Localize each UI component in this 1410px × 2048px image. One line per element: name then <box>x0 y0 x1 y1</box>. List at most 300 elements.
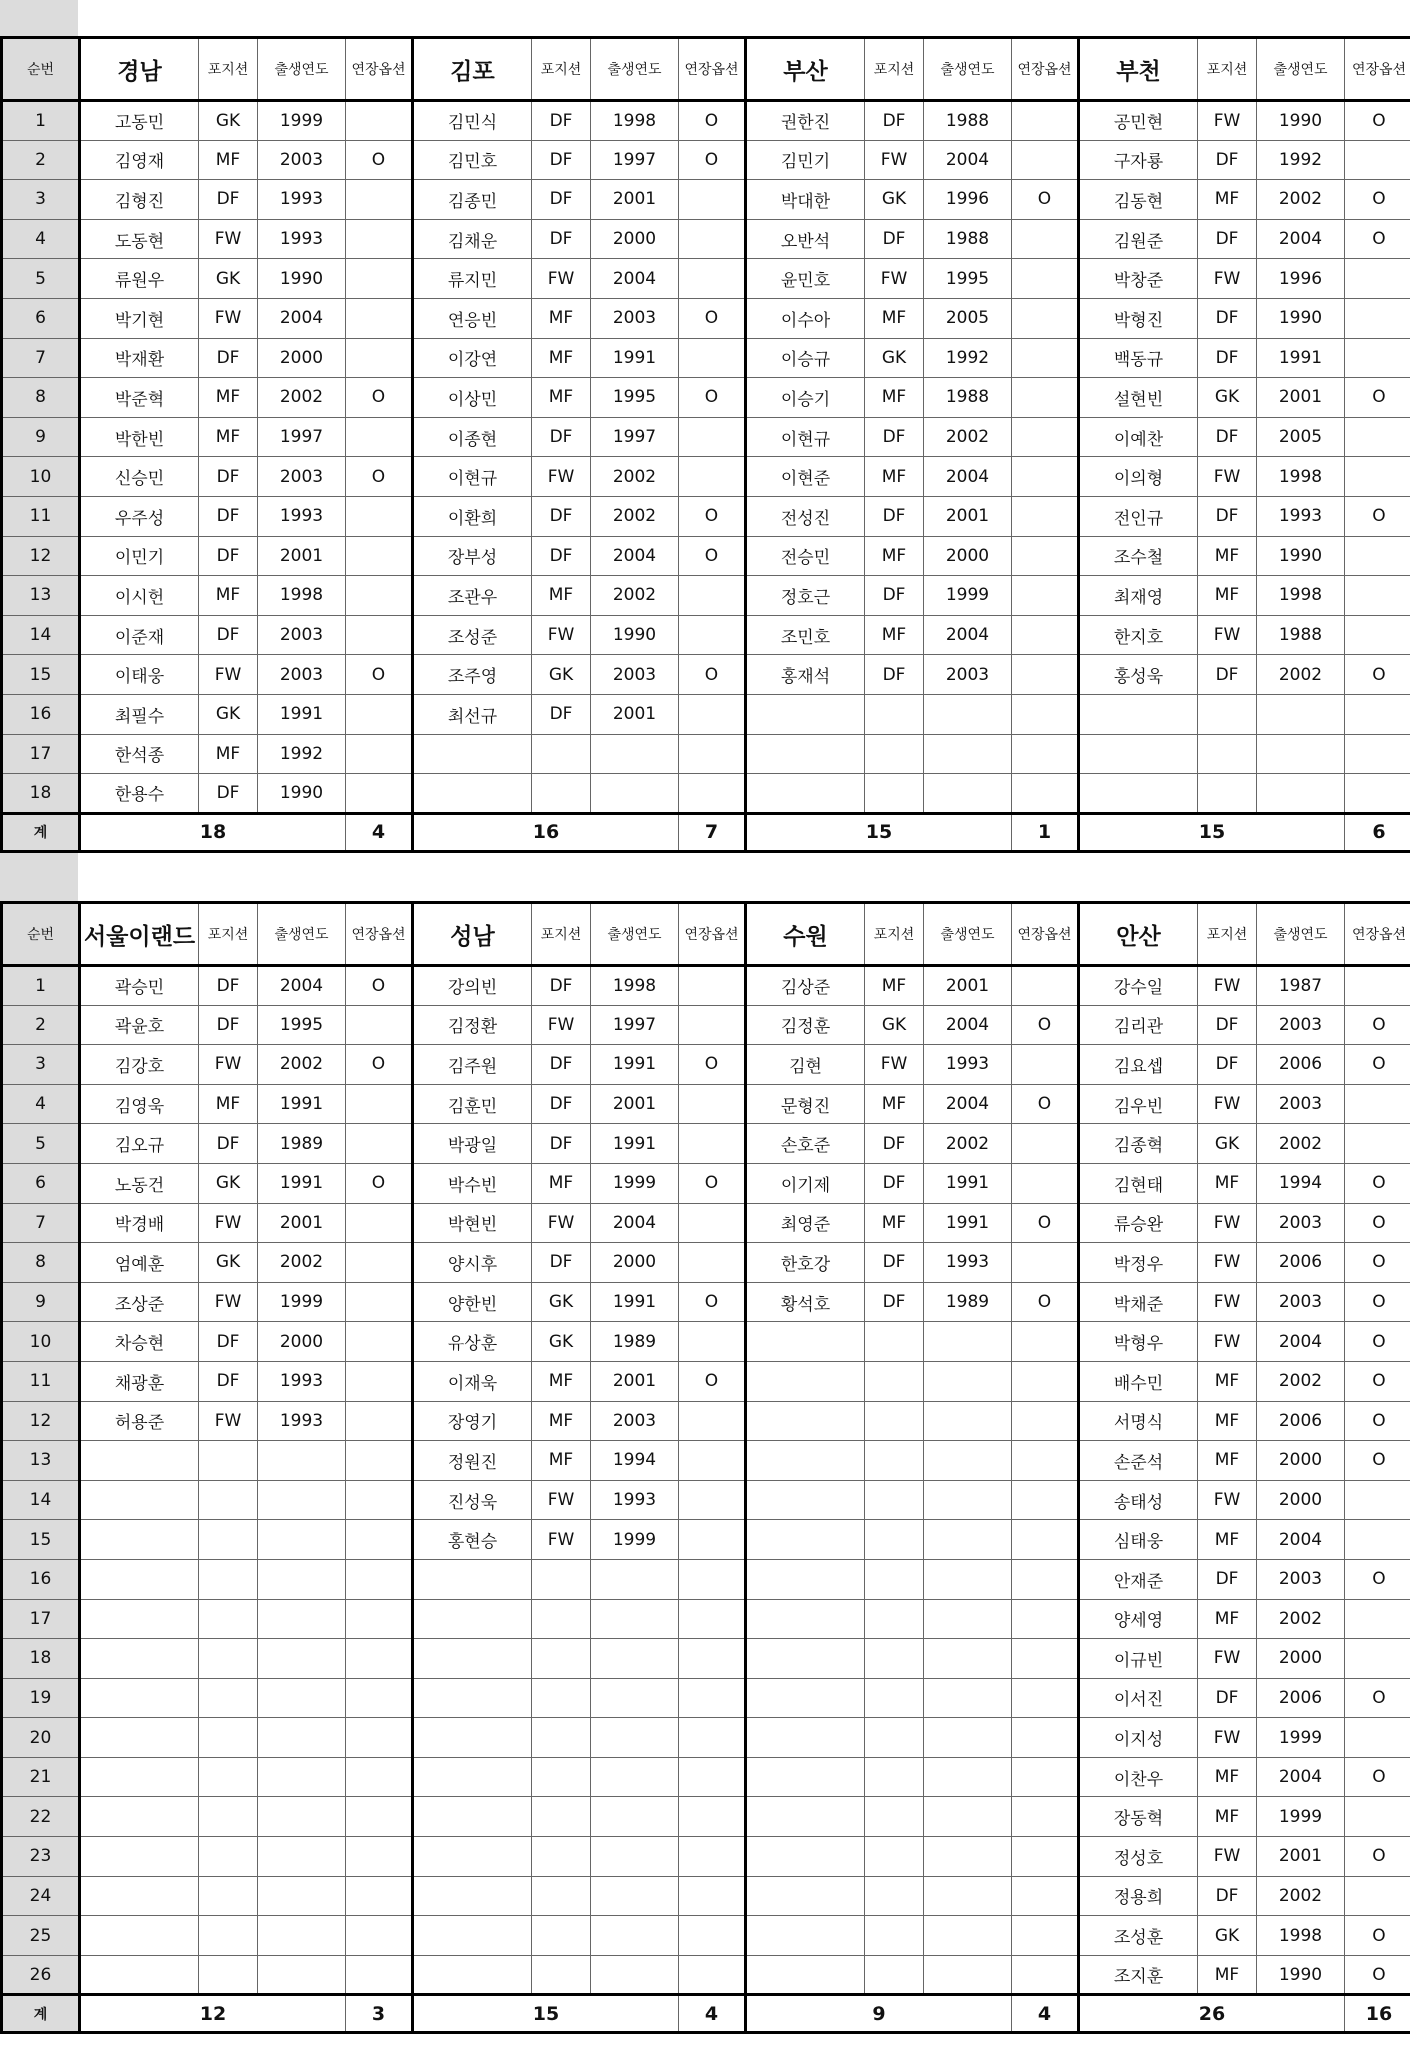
extension-option-cell: O <box>679 1282 746 1322</box>
position-cell: FW <box>1198 1480 1257 1520</box>
table-row <box>2 101 1410 141</box>
player-name-cell: 이민기 <box>80 536 199 576</box>
table-row <box>2 1876 1410 1916</box>
position-cell: MF <box>865 966 924 1006</box>
birth-year-cell: 2003 <box>1257 1203 1345 1243</box>
table-row <box>2 378 1410 418</box>
total-players-cell: 15 <box>1079 813 1345 851</box>
birth-year-header: 출생연도 <box>591 903 679 966</box>
player-name-cell: 박정우 <box>1079 1243 1198 1283</box>
position-header: 포지션 <box>532 903 591 966</box>
player-name-cell: 최선규 <box>413 694 532 734</box>
position-cell: DF <box>199 1361 258 1401</box>
player-name-cell: 조관우 <box>413 576 532 616</box>
table-row <box>2 1955 1410 1995</box>
player-name-cell <box>413 1559 532 1599</box>
extension-option-cell: O <box>1345 1401 1410 1441</box>
total-players-cell: 12 <box>80 1995 346 2033</box>
birth-year-cell: 1999 <box>258 101 346 141</box>
player-name-cell <box>1079 774 1198 814</box>
player-name-cell: 연응빈 <box>413 298 532 338</box>
player-name-cell: 이시헌 <box>80 576 199 616</box>
birth-year-cell <box>258 1480 346 1520</box>
birth-year-cell <box>924 694 1012 734</box>
position-cell: FW <box>865 259 924 299</box>
position-cell: FW <box>1198 101 1257 141</box>
row-index: 6 <box>2 298 80 338</box>
position-cell: MF <box>865 457 924 497</box>
birth-year-cell: 2002 <box>258 1243 346 1283</box>
extension-option-cell <box>1012 615 1079 655</box>
position-cell: GK <box>199 694 258 734</box>
birth-year-cell <box>258 1955 346 1995</box>
extension-option-cell <box>679 1639 746 1679</box>
extension-option-cell <box>346 1124 413 1164</box>
extension-option-header: 연장옵션 <box>1012 38 1079 101</box>
birth-year-cell <box>591 1639 679 1679</box>
player-name-cell <box>1079 694 1198 734</box>
position-cell: DF <box>532 140 591 180</box>
table-row <box>2 1718 1410 1758</box>
table-row <box>2 1520 1410 1560</box>
table-row <box>2 966 1410 1006</box>
birth-year-cell: 2005 <box>924 298 1012 338</box>
player-name-cell: 장부성 <box>413 536 532 576</box>
birth-year-cell: 2002 <box>1257 1361 1345 1401</box>
position-cell: MF <box>199 734 258 774</box>
birth-year-cell: 1995 <box>924 259 1012 299</box>
position-cell <box>865 1718 924 1758</box>
birth-year-cell: 2000 <box>924 536 1012 576</box>
position-cell: DF <box>532 101 591 141</box>
birth-year-cell: 2002 <box>591 576 679 616</box>
player-name-cell: 조성훈 <box>1079 1916 1198 1956</box>
birth-year-header: 출생연도 <box>1257 38 1345 101</box>
position-cell: MF <box>865 615 924 655</box>
position-cell: MF <box>1198 1520 1257 1560</box>
birth-year-cell: 2002 <box>924 417 1012 457</box>
row-index: 12 <box>2 536 80 576</box>
position-cell: GK <box>1198 378 1257 418</box>
position-cell: DF <box>199 1124 258 1164</box>
player-name-cell: 김채운 <box>413 219 532 259</box>
player-name-cell: 이예찬 <box>1079 417 1198 457</box>
position-cell: DF <box>1198 1876 1257 1916</box>
team-name-header: 부산 <box>746 38 865 101</box>
position-header: 포지션 <box>865 38 924 101</box>
player-name-cell: 오반석 <box>746 219 865 259</box>
player-name-cell: 이현규 <box>746 417 865 457</box>
birth-year-cell: 1993 <box>924 1045 1012 1085</box>
position-cell: DF <box>1198 655 1257 695</box>
birth-year-cell: 2000 <box>591 219 679 259</box>
row-index: 7 <box>2 1203 80 1243</box>
birth-year-cell: 2006 <box>1257 1678 1345 1718</box>
birth-year-cell: 1993 <box>1257 496 1345 536</box>
birth-year-cell <box>258 1559 346 1599</box>
row-index: 13 <box>2 576 80 616</box>
position-cell: DF <box>199 615 258 655</box>
table-row <box>2 140 1410 180</box>
team-name-header: 부천 <box>1079 38 1198 101</box>
extension-option-cell <box>679 1401 746 1441</box>
extension-option-cell <box>679 576 746 616</box>
birth-year-cell: 1988 <box>924 219 1012 259</box>
birth-year-cell: 2002 <box>258 378 346 418</box>
position-cell <box>199 1955 258 1995</box>
player-name-cell: 전승민 <box>746 536 865 576</box>
player-name-cell: 손준석 <box>1079 1441 1198 1481</box>
birth-year-cell <box>924 1955 1012 1995</box>
position-cell: DF <box>532 1124 591 1164</box>
birth-year-cell: 2001 <box>591 180 679 220</box>
birth-year-cell: 1994 <box>1257 1163 1345 1203</box>
player-name-cell: 최재영 <box>1079 576 1198 616</box>
position-cell <box>532 1837 591 1877</box>
player-name-cell: 전인규 <box>1079 496 1198 536</box>
extension-option-cell <box>679 1084 746 1124</box>
player-name-cell: 이의형 <box>1079 457 1198 497</box>
player-name-cell: 이강연 <box>413 338 532 378</box>
player-name-cell: 한지호 <box>1079 615 1198 655</box>
total-row <box>2 1995 1410 2033</box>
player-name-cell: 김정환 <box>413 1005 532 1045</box>
position-cell: FW <box>1198 259 1257 299</box>
table-row <box>2 1599 1410 1639</box>
extension-option-cell <box>346 1718 413 1758</box>
player-name-cell: 채광훈 <box>80 1361 199 1401</box>
position-cell <box>532 774 591 814</box>
team-name-header: 서울이랜드 <box>80 903 199 966</box>
player-name-cell: 한석종 <box>80 734 199 774</box>
position-cell: FW <box>199 1203 258 1243</box>
birth-year-cell: 1997 <box>591 417 679 457</box>
extension-option-cell: O <box>1345 1916 1410 1956</box>
table-row <box>2 1163 1410 1203</box>
player-name-cell <box>746 694 865 734</box>
position-cell: FW <box>1198 1837 1257 1877</box>
player-name-cell: 이규빈 <box>1079 1639 1198 1679</box>
row-index: 8 <box>2 378 80 418</box>
player-name-cell: 박형우 <box>1079 1322 1198 1362</box>
position-cell: MF <box>1198 536 1257 576</box>
table-row <box>2 457 1410 497</box>
player-name-cell <box>746 1757 865 1797</box>
birth-year-cell: 2000 <box>591 1243 679 1283</box>
position-cell: DF <box>532 966 591 1006</box>
position-cell: FW <box>1198 457 1257 497</box>
position-cell <box>865 1441 924 1481</box>
row-index: 16 <box>2 1559 80 1599</box>
header-row <box>2 903 1410 966</box>
extension-option-cell <box>1012 694 1079 734</box>
position-cell: MF <box>865 1203 924 1243</box>
extension-option-cell <box>679 1678 746 1718</box>
total-extension-cell: 6 <box>1345 813 1410 851</box>
player-name-cell: 심태웅 <box>1079 1520 1198 1560</box>
extension-option-cell <box>679 1916 746 1956</box>
extension-option-cell <box>1012 496 1079 536</box>
birth-year-cell <box>924 1559 1012 1599</box>
extension-option-cell <box>679 966 746 1006</box>
position-cell: MF <box>199 576 258 616</box>
position-cell: DF <box>1198 338 1257 378</box>
position-cell: DF <box>1198 298 1257 338</box>
birth-year-cell <box>924 1361 1012 1401</box>
birth-year-cell: 2000 <box>1257 1639 1345 1679</box>
birth-year-cell: 2000 <box>258 338 346 378</box>
position-cell <box>532 1955 591 1995</box>
player-name-cell: 장동혁 <box>1079 1797 1198 1837</box>
position-cell: MF <box>865 378 924 418</box>
player-name-cell: 정원진 <box>413 1441 532 1481</box>
extension-option-cell <box>1012 1163 1079 1203</box>
extension-option-cell <box>346 536 413 576</box>
birth-year-cell: 1990 <box>1257 536 1345 576</box>
extension-option-cell <box>346 417 413 457</box>
birth-year-cell: 1998 <box>591 101 679 141</box>
birth-year-cell <box>924 774 1012 814</box>
index-header: 순번 <box>2 903 80 966</box>
extension-option-cell: O <box>346 1163 413 1203</box>
player-name-cell: 구자룡 <box>1079 140 1198 180</box>
total-row <box>2 813 1410 851</box>
extension-option-cell: O <box>1345 1005 1410 1045</box>
extension-option-cell: O <box>1345 1322 1410 1362</box>
extension-option-cell <box>1012 1322 1079 1362</box>
table-row <box>2 536 1410 576</box>
extension-option-cell <box>1012 1876 1079 1916</box>
row-index: 8 <box>2 1243 80 1283</box>
extension-option-cell: O <box>346 140 413 180</box>
table-row <box>2 1045 1410 1085</box>
birth-year-cell: 2004 <box>591 536 679 576</box>
player-name-cell: 조지훈 <box>1079 1955 1198 1995</box>
birth-year-cell <box>924 1678 1012 1718</box>
player-name-cell <box>746 1559 865 1599</box>
birth-year-cell: 1990 <box>591 615 679 655</box>
player-name-cell: 곽승민 <box>80 966 199 1006</box>
table-row <box>2 1757 1410 1797</box>
player-name-cell <box>746 1876 865 1916</box>
birth-year-cell: 2004 <box>1257 1322 1345 1362</box>
row-index: 10 <box>2 1322 80 1362</box>
position-cell <box>199 1757 258 1797</box>
extension-option-cell <box>346 734 413 774</box>
birth-year-cell: 2001 <box>924 496 1012 536</box>
player-name-cell: 전성진 <box>746 496 865 536</box>
birth-year-cell: 1991 <box>924 1203 1012 1243</box>
extension-option-cell <box>1012 1401 1079 1441</box>
extension-option-cell <box>1012 417 1079 457</box>
position-cell <box>532 734 591 774</box>
position-cell: FW <box>1198 1084 1257 1124</box>
birth-year-cell <box>258 1639 346 1679</box>
extension-option-cell <box>1345 140 1410 180</box>
birth-year-cell: 2002 <box>591 496 679 536</box>
birth-year-cell: 1998 <box>258 576 346 616</box>
player-name-cell: 이지성 <box>1079 1718 1198 1758</box>
player-name-cell <box>80 1837 199 1877</box>
position-cell: FW <box>1198 1282 1257 1322</box>
position-cell: FW <box>1198 1243 1257 1283</box>
birth-year-header: 출생연도 <box>1257 903 1345 966</box>
extension-option-header: 연장옵션 <box>679 38 746 101</box>
birth-year-cell: 1993 <box>258 496 346 536</box>
table-row <box>2 417 1410 457</box>
extension-option-cell: O <box>679 378 746 418</box>
extension-option-cell <box>1012 338 1079 378</box>
table-row <box>2 1203 1410 1243</box>
position-cell <box>532 1916 591 1956</box>
position-cell <box>532 1718 591 1758</box>
position-cell: DF <box>1198 1678 1257 1718</box>
extension-option-cell: O <box>679 1361 746 1401</box>
position-cell: MF <box>199 417 258 457</box>
extension-option-cell <box>346 1084 413 1124</box>
player-name-cell: 최영준 <box>746 1203 865 1243</box>
player-name-cell: 김강호 <box>80 1045 199 1085</box>
roster-table-1 <box>0 36 1410 853</box>
extension-option-cell <box>679 1243 746 1283</box>
position-cell: GK <box>1198 1916 1257 1956</box>
extension-option-cell <box>1012 457 1079 497</box>
player-name-cell: 박광일 <box>413 1124 532 1164</box>
birth-year-cell <box>258 1916 346 1956</box>
birth-year-cell <box>591 1837 679 1877</box>
extension-option-cell <box>1345 615 1410 655</box>
extension-option-cell: O <box>346 378 413 418</box>
position-cell: MF <box>1198 1955 1257 1995</box>
position-cell: MF <box>532 576 591 616</box>
table-row <box>2 1797 1410 1837</box>
position-cell: MF <box>532 378 591 418</box>
birth-year-cell <box>591 1876 679 1916</box>
birth-year-cell: 1998 <box>1257 576 1345 616</box>
extension-option-cell: O <box>346 457 413 497</box>
extension-option-cell <box>679 1559 746 1599</box>
extension-option-cell <box>346 1797 413 1837</box>
extension-option-cell: O <box>1345 1163 1410 1203</box>
extension-option-cell <box>1012 1480 1079 1520</box>
row-index: 1 <box>2 101 80 141</box>
extension-option-cell <box>679 1837 746 1877</box>
extension-option-cell <box>346 1203 413 1243</box>
extension-option-cell <box>346 496 413 536</box>
birth-year-cell: 2002 <box>591 457 679 497</box>
birth-year-header: 출생연도 <box>591 38 679 101</box>
extension-option-cell: O <box>1345 1203 1410 1243</box>
row-index: 10 <box>2 457 80 497</box>
extension-option-cell <box>679 615 746 655</box>
birth-year-cell <box>924 1639 1012 1679</box>
birth-year-cell <box>924 1837 1012 1877</box>
table-row <box>2 259 1410 299</box>
position-cell <box>865 1955 924 1995</box>
player-name-cell: 김종혁 <box>1079 1124 1198 1164</box>
total-extension-cell: 4 <box>1012 1995 1079 2033</box>
index-header: 순번 <box>2 38 80 101</box>
position-cell: MF <box>532 1441 591 1481</box>
player-name-cell <box>746 1361 865 1401</box>
roster-table-2 <box>0 901 1410 2034</box>
player-name-cell: 허용준 <box>80 1401 199 1441</box>
extension-option-cell <box>679 774 746 814</box>
extension-option-cell: O <box>679 536 746 576</box>
player-name-cell <box>80 1599 199 1639</box>
row-index: 3 <box>2 180 80 220</box>
birth-year-cell: 1998 <box>1257 457 1345 497</box>
position-cell: DF <box>199 1005 258 1045</box>
birth-year-cell: 1991 <box>924 1163 1012 1203</box>
player-name-cell: 이현준 <box>746 457 865 497</box>
birth-year-cell <box>591 1599 679 1639</box>
row-index: 4 <box>2 219 80 259</box>
table-row <box>2 180 1410 220</box>
position-cell: DF <box>865 1124 924 1164</box>
player-name-cell <box>746 1955 865 1995</box>
position-cell: FW <box>532 615 591 655</box>
position-cell <box>865 734 924 774</box>
birth-year-cell <box>924 1757 1012 1797</box>
birth-year-cell <box>591 1757 679 1797</box>
birth-year-cell <box>591 734 679 774</box>
total-players-cell: 9 <box>746 1995 1012 2033</box>
extension-option-cell <box>346 774 413 814</box>
extension-option-cell <box>346 1955 413 1995</box>
extension-option-cell <box>1345 1639 1410 1679</box>
row-index: 7 <box>2 338 80 378</box>
extension-option-cell <box>1012 1243 1079 1283</box>
position-cell: DF <box>865 417 924 457</box>
position-header: 포지션 <box>532 38 591 101</box>
player-name-cell: 정용희 <box>1079 1876 1198 1916</box>
row-index: 20 <box>2 1718 80 1758</box>
position-cell: DF <box>865 1282 924 1322</box>
extension-option-cell <box>1345 1480 1410 1520</box>
position-cell: DF <box>199 774 258 814</box>
total-players-cell: 15 <box>746 813 1012 851</box>
position-cell: FW <box>1198 1639 1257 1679</box>
position-cell <box>199 1639 258 1679</box>
extension-option-cell <box>346 694 413 734</box>
position-cell: MF <box>1198 576 1257 616</box>
player-name-cell <box>746 1480 865 1520</box>
position-cell <box>865 774 924 814</box>
player-name-cell <box>746 774 865 814</box>
player-name-cell: 김민기 <box>746 140 865 180</box>
extension-option-header: 연장옵션 <box>1345 38 1410 101</box>
birth-year-cell: 2002 <box>1257 1876 1345 1916</box>
position-cell <box>865 1757 924 1797</box>
player-name-cell: 유상훈 <box>413 1322 532 1362</box>
position-cell: DF <box>532 536 591 576</box>
player-name-cell: 박창준 <box>1079 259 1198 299</box>
birth-year-cell: 1996 <box>924 180 1012 220</box>
player-name-cell: 손호준 <box>746 1124 865 1164</box>
player-name-cell <box>80 1520 199 1560</box>
player-name-cell: 박준혁 <box>80 378 199 418</box>
position-cell: MF <box>532 298 591 338</box>
extension-option-cell: O <box>1012 180 1079 220</box>
table-row <box>2 1282 1410 1322</box>
player-name-cell: 류지민 <box>413 259 532 299</box>
position-cell: MF <box>532 1361 591 1401</box>
position-cell: MF <box>1198 1599 1257 1639</box>
position-cell: GK <box>865 180 924 220</box>
position-cell: FW <box>865 1045 924 1085</box>
table-row <box>2 576 1410 616</box>
